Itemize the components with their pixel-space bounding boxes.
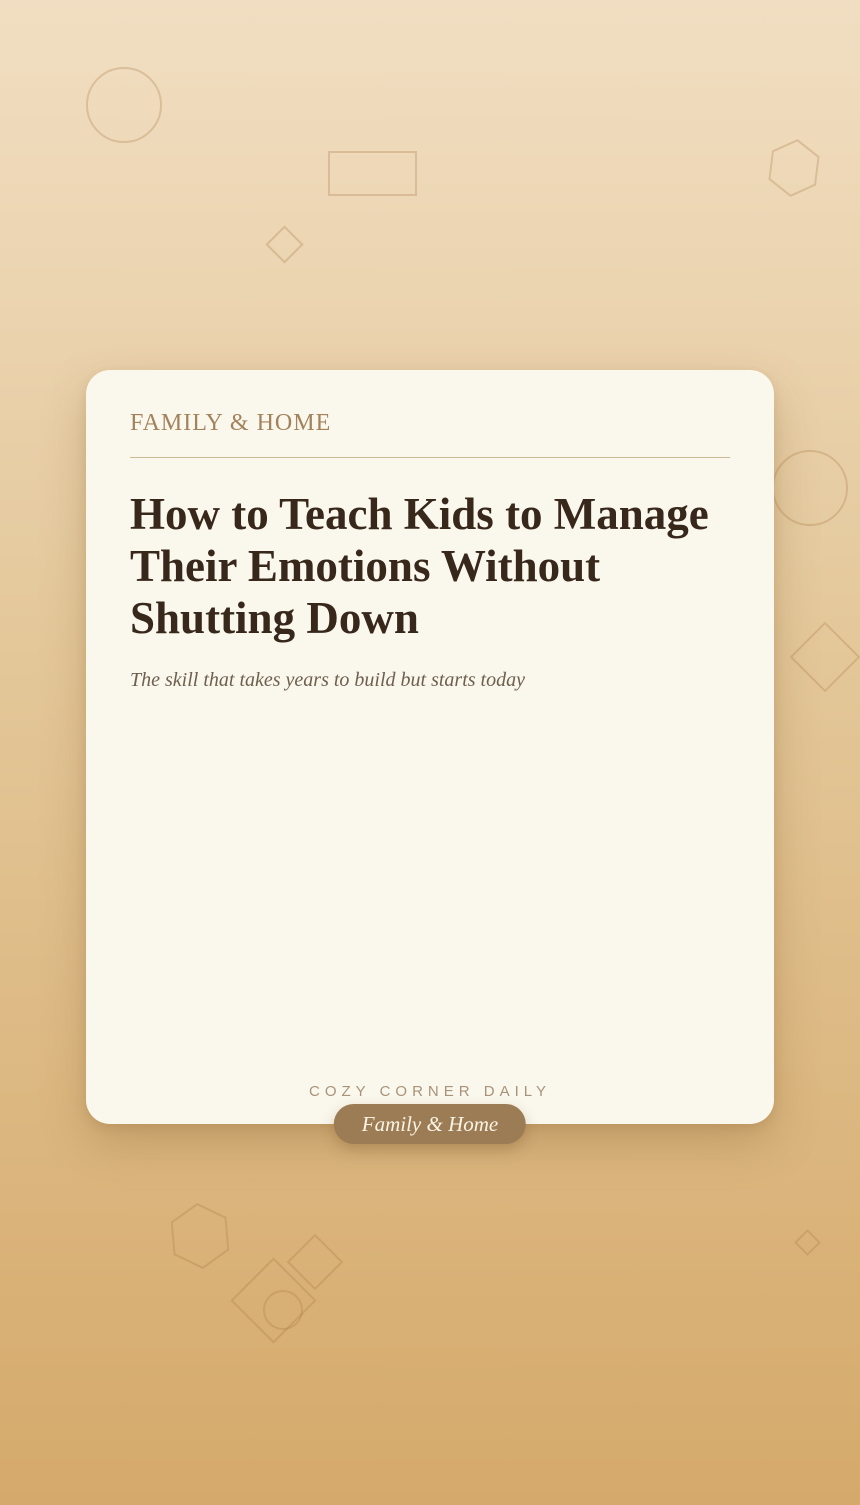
article-subtitle: The skill that takes years to build but starts today: [130, 668, 525, 691]
decor-circle-shape: [263, 1290, 303, 1330]
article-card: [86, 370, 774, 1136]
title-line: Shutting Down: [130, 593, 419, 644]
card-content: [86, 370, 774, 692]
decor-rectangle-shape: [328, 151, 417, 196]
decor-diamond-shape: [265, 225, 303, 263]
decor-diamond-shape: [790, 622, 860, 693]
title-line: Their Emotions Without: [130, 541, 601, 592]
decor-diamond-shape: [794, 1229, 821, 1256]
category-label: FAMILY & HOME: [130, 410, 332, 436]
decor-hexagon-shape: [169, 1201, 231, 1272]
brand-name: COZY CORNER DAILY: [309, 1083, 551, 1100]
divider-rule: [130, 457, 730, 458]
title-line: How to Teach Kids to Manage: [130, 489, 709, 539]
decor-hexagon-shape: [767, 136, 822, 199]
article-title: [130, 488, 730, 645]
decor-circle-shape: [772, 450, 848, 526]
decor-circle-shape: [86, 67, 162, 143]
category-badge: Family & Home: [334, 1104, 526, 1144]
